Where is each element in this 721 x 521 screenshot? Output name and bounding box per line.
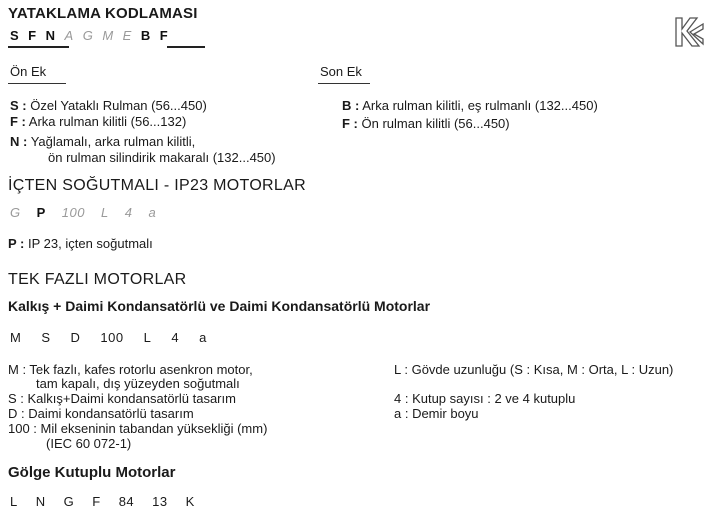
single-left-3: D : Daimi kondansatörlü tasarım	[8, 406, 194, 421]
code-underline-prefix	[8, 46, 69, 48]
code-letter: 84	[118, 494, 135, 509]
section-ip23-title: İÇTEN SOĞUTMALI - IP23 MOTORLAR	[8, 177, 306, 194]
code-letter: K	[185, 494, 195, 509]
suffix-item-f: F : Ön rulman kilitli (56...450)	[342, 116, 510, 131]
single-right-0: L : Gövde uzunluğu (S : Kısa, M : Orta, L : Uzun)	[394, 362, 674, 377]
code-letter: G	[10, 205, 21, 220]
suffix-label: Son Ek	[320, 64, 362, 79]
prefix-item-f: F : Arka rulman kilitli (56...132)	[10, 114, 187, 129]
code-letter: G	[63, 494, 75, 509]
code-letter: E	[122, 28, 132, 43]
code-letter: 100	[100, 330, 124, 345]
single-left-4: 100 : Mil ekseninin tabandan yüksekliği (mm)	[8, 421, 268, 436]
single-right-3: a : Demir boyu	[394, 406, 479, 421]
code-letter: D	[70, 330, 81, 345]
code-letter: G	[82, 28, 94, 43]
prefix-item-s: S : Özel Yataklı Rulman (56...450)	[10, 98, 207, 113]
bearing-code	[10, 28, 177, 43]
code-letter: a	[148, 205, 157, 220]
page-title: YATAKLAMA KODLAMASI	[8, 5, 198, 22]
prefix-item-n: N : Yağlamalı, arka rulman kilitli,	[10, 134, 196, 149]
prefix-item-n-cont: ön rulman silindirik makaralı (132...450)	[48, 150, 276, 165]
shaded-pole-code	[10, 494, 213, 509]
code-letter: F	[159, 28, 169, 43]
single-left-0: M : Tek fazlı, kafes rotorlu asenkron motor,	[8, 362, 253, 377]
code-letter: 4	[124, 205, 133, 220]
prefix-label: Ön Ek	[10, 64, 47, 79]
code-letter: 4	[171, 330, 180, 345]
single-left-5: (IEC 60 072-1)	[46, 436, 132, 451]
prefix-label-line	[8, 83, 66, 84]
logo-icon	[672, 14, 708, 50]
code-letter: L	[143, 330, 152, 345]
code-letter: a	[199, 330, 207, 345]
section-single-phase-subtitle: Kalkış + Daimi Kondansatörlü ve Daimi Kondansatörlü Motorlar	[8, 298, 431, 314]
code-letter: M	[10, 330, 22, 345]
section-shaded-pole-title: Gölge Kutuplu Motorlar	[8, 464, 176, 481]
code-letter: S	[10, 28, 20, 43]
code-letter: P	[36, 205, 46, 220]
ip-description: P : IP 23, içten soğutmalı	[8, 236, 153, 251]
single-phase-code	[10, 330, 227, 345]
code-letter: F	[92, 494, 101, 509]
suffix-item-b: B : Arka rulman kilitli, eş rulmanlı (132...450)	[342, 98, 598, 113]
code-letter: N	[45, 28, 56, 43]
code-letter: 100	[61, 205, 85, 220]
section-single-phase-title: TEK FAZLI MOTORLAR	[8, 271, 187, 288]
code-letter: B	[140, 28, 151, 43]
single-left-1: tam kapalı, dış yüzeyden soğutmalı	[36, 376, 240, 391]
code-letter: S	[41, 330, 51, 345]
code-letter: F	[28, 28, 37, 43]
code-letter: L	[10, 494, 18, 509]
suffix-label-line	[318, 83, 370, 84]
code-letter: 13	[152, 494, 168, 509]
single-right-2: 4 : Kutup sayısı : 2 ve 4 kutuplu	[394, 391, 576, 406]
company-logo	[672, 14, 708, 50]
code-letter: N	[35, 494, 46, 509]
code-letter: A	[64, 28, 74, 43]
code-letter: M	[102, 28, 114, 43]
single-left-2: S : Kalkış+Daimi kondansatörlü tasarım	[8, 391, 236, 406]
code-letter: L	[101, 205, 109, 220]
code-underline-suffix	[167, 46, 205, 48]
ip-code	[10, 205, 172, 220]
